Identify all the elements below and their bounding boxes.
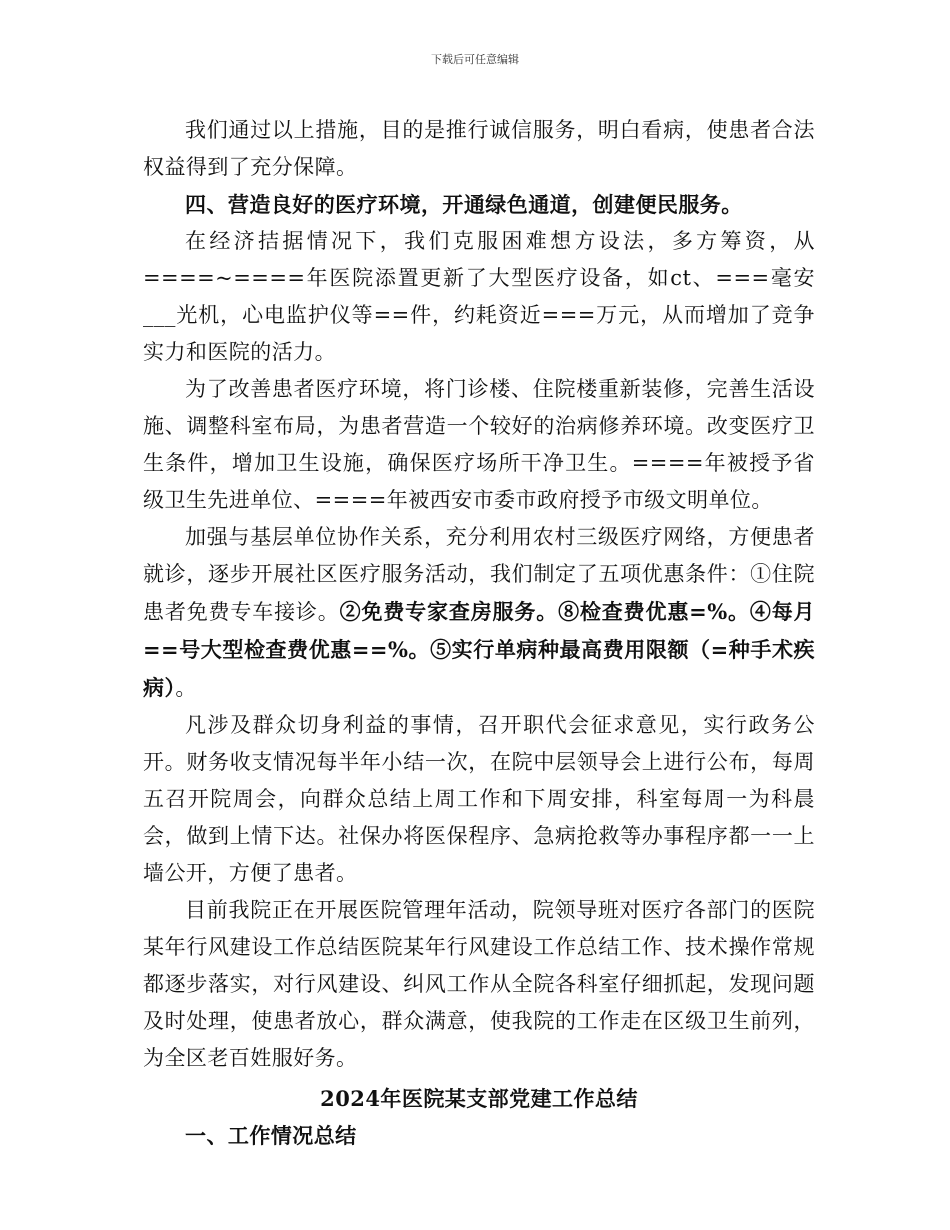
document-body <box>143 112 815 1154</box>
cooperation-bold-text: ②免费专家查房服务。⑧检查费优惠=%。④每月==号大型检查费优惠==%。⑤实行单病种最高费用限额（=种手术疾病） <box>143 599 815 700</box>
document-title: 2024年医院某支部党建工作总结 <box>320 1086 638 1111</box>
paragraph-measures-summary: 我们通过以上措施，目的是推行诚信服务，明白看病，使患者合法权益得到了充分保障。 <box>143 118 815 179</box>
paragraph-environment: 为了改善患者医疗环境，将门诊楼、住院楼重新装修，完善生活设施、调整科室布局，为患者营造一个较好的治病修养环境。改变医疗卫生条件，增加卫生设施，确保医疗场所干净卫生。====年被授予省级卫生先进单位、====年被西安市委市政府授予市级文明单位。 <box>143 377 815 512</box>
paragraph-management-year: 目前我院正在开展医院管理年活动，院领导班对医疗各部门的医院某年行风建设工作总结医院某年行风建设工作总结工作、技术操作常规都逐步落实，对行风建设、纠风工作从全院各科室仔细抓起，发现问题及时处理，使患者放心，群众满意，使我院的工作走在区级卫生前列，为全区老百姓服好务。 <box>143 898 815 1070</box>
page-header: 下载后可任意编辑 <box>431 53 519 66</box>
cooperation-end: 。 <box>175 676 197 700</box>
cooperation-text: 加强与基层单位协作关系，充分利用农村三级医疗网络，方便患者就诊，逐步开展社区医疗服务活动，我们制定了五项优惠条件：①住院患者免费专车接诊。 <box>143 525 815 624</box>
paragraph-equipment: 在经济拮据情况下，我们克服困难想方设法，多方筹资，从====~====年医院添置更新了大型医疗设备，如ct、===毫安___光机，心电监护仪等==件，约耗资近===万元，从而增加了竞争实力和医院的活力。 <box>143 229 815 364</box>
section-heading-one: 一、工作情况总结 <box>185 1123 357 1148</box>
paragraph-cooperation <box>143 519 815 707</box>
paragraph-transparency: 凡涉及群众切身利益的事情，召开职代会征求意见，实行政务公开。财务收支情况每半年小结一次，在院中层领导会上进行公布，每周五召开院周会，向群众总结上周工作和下周安排，科室每周一为科晨会，做到上情下达。社保办将医保程序、急病抢救等办事程序都一一上墙公开，方便了患者。 <box>143 713 815 885</box>
section-heading-four: 四、营造良好的医疗环境，开通绿色通道，创建便民服务。 <box>185 192 743 217</box>
